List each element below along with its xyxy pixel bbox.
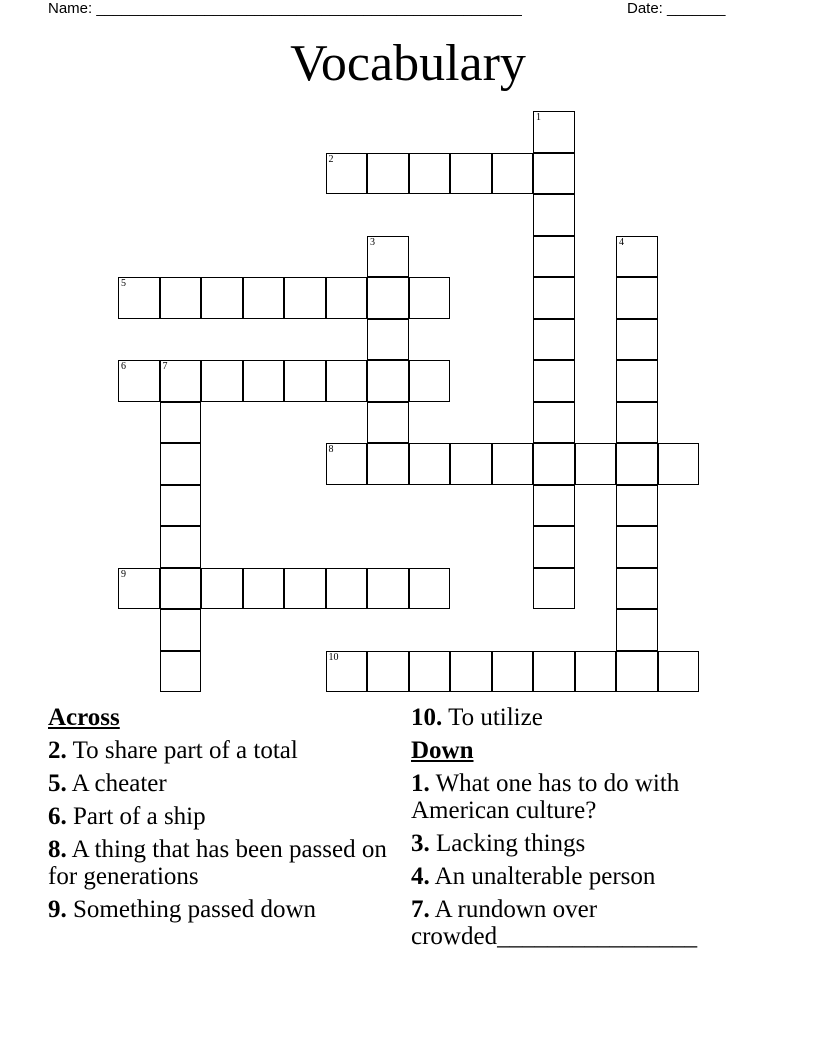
down-heading: Down bbox=[411, 737, 474, 764]
across-clue-2 bbox=[48, 737, 388, 764]
grid-cell[interactable] bbox=[533, 360, 575, 402]
grid-cell[interactable] bbox=[450, 443, 492, 485]
grid-cell[interactable] bbox=[575, 651, 617, 693]
grid-cell[interactable] bbox=[284, 568, 326, 610]
grid-cell[interactable] bbox=[616, 319, 658, 361]
grid-cell[interactable] bbox=[367, 360, 409, 402]
grid-cell[interactable] bbox=[533, 402, 575, 444]
grid-cell[interactable] bbox=[409, 153, 451, 195]
cell-number: 5 bbox=[121, 278, 126, 289]
clue-number: 1. bbox=[411, 770, 430, 797]
across-clue-5 bbox=[48, 770, 388, 797]
clue-number: 9. bbox=[48, 896, 67, 923]
down-clue-4 bbox=[411, 863, 781, 890]
grid-cell[interactable] bbox=[616, 402, 658, 444]
down-clue-7 bbox=[411, 896, 781, 950]
grid-cell[interactable] bbox=[492, 443, 534, 485]
grid-cell[interactable] bbox=[326, 277, 368, 319]
across-clue-6 bbox=[48, 803, 388, 830]
clue-number: 10. bbox=[411, 704, 443, 731]
grid-cell[interactable] bbox=[160, 568, 202, 610]
date-field-label[interactable]: Date: _______ bbox=[627, 0, 726, 17]
grid-cell[interactable] bbox=[616, 485, 658, 527]
grid-cell[interactable] bbox=[616, 236, 658, 278]
grid-cell[interactable] bbox=[450, 651, 492, 693]
grid-cell[interactable] bbox=[409, 443, 451, 485]
grid-cell[interactable] bbox=[118, 568, 160, 610]
clue-text: A thing that has been passed on for generations bbox=[48, 836, 387, 890]
down-clue-3 bbox=[411, 830, 781, 857]
clue-number: 7. bbox=[411, 896, 430, 923]
down-clue-1 bbox=[411, 770, 781, 824]
grid-cell[interactable] bbox=[243, 360, 285, 402]
grid-cell[interactable] bbox=[616, 443, 658, 485]
grid-cell[interactable] bbox=[160, 360, 202, 402]
grid-cell[interactable] bbox=[118, 360, 160, 402]
clue-text: Part of a ship bbox=[73, 803, 206, 830]
grid-cell[interactable] bbox=[616, 609, 658, 651]
cell-number: 3 bbox=[370, 236, 375, 248]
cell-number: 9 bbox=[121, 568, 126, 580]
grid-cell[interactable] bbox=[160, 277, 202, 319]
grid-cell[interactable] bbox=[367, 443, 409, 485]
clue-number: 6. bbox=[48, 803, 67, 830]
grid-cell[interactable] bbox=[160, 526, 202, 568]
grid-cell[interactable] bbox=[201, 568, 243, 610]
page-title: Vocabulary bbox=[290, 35, 526, 92]
grid-cell[interactable] bbox=[616, 277, 658, 319]
grid-cell[interactable] bbox=[409, 360, 451, 402]
grid-cell[interactable] bbox=[326, 153, 368, 195]
clue-text: What one has to do with American culture? bbox=[411, 770, 680, 824]
cell-number: 8 bbox=[328, 444, 334, 455]
grid-cell[interactable] bbox=[533, 485, 575, 527]
grid-cell[interactable] bbox=[533, 111, 575, 153]
grid-cell[interactable] bbox=[533, 526, 575, 568]
cell-number: 7 bbox=[162, 361, 168, 372]
clue-text: Something passed down bbox=[73, 896, 317, 923]
cell-number: 4 bbox=[619, 236, 624, 248]
grid-cell[interactable] bbox=[367, 277, 409, 319]
grid-cell[interactable] bbox=[160, 609, 202, 651]
grid-cell[interactable] bbox=[367, 153, 409, 195]
grid-cell[interactable] bbox=[409, 277, 451, 319]
across-heading: Across bbox=[48, 704, 120, 731]
grid-cell[interactable] bbox=[492, 153, 534, 195]
grid-cell[interactable] bbox=[326, 360, 368, 402]
name-field-label[interactable]: Name: ___________________________________________________ bbox=[48, 0, 522, 17]
grid-cell[interactable] bbox=[367, 568, 409, 610]
grid-cell[interactable] bbox=[160, 485, 202, 527]
clue-text: To share part of a total bbox=[72, 737, 298, 764]
across-clue-9 bbox=[48, 896, 388, 923]
grid-cell[interactable] bbox=[326, 443, 368, 485]
grid-cell[interactable] bbox=[533, 277, 575, 319]
cell-number: 2 bbox=[328, 153, 334, 165]
grid-cell[interactable] bbox=[533, 236, 575, 278]
across-clue-10 bbox=[411, 704, 781, 731]
clue-text: To utilize bbox=[448, 704, 543, 731]
grid-cell[interactable] bbox=[658, 443, 700, 485]
clue-text: An unalterable person bbox=[434, 863, 656, 890]
grid-cell[interactable] bbox=[533, 319, 575, 361]
cell-number: 10 bbox=[328, 651, 339, 663]
across-clues bbox=[48, 704, 388, 929]
grid-cell[interactable] bbox=[450, 153, 492, 195]
cell-number: 6 bbox=[121, 361, 126, 372]
clue-text: A cheater bbox=[71, 770, 167, 797]
grid-cell[interactable] bbox=[658, 651, 700, 693]
grid-cell[interactable] bbox=[533, 443, 575, 485]
grid-cell[interactable] bbox=[160, 651, 202, 693]
grid-cell[interactable] bbox=[533, 568, 575, 610]
grid-cell[interactable] bbox=[409, 651, 451, 693]
grid-cell[interactable] bbox=[118, 277, 160, 319]
clue-text: Lacking things bbox=[436, 830, 586, 857]
clue-text: A rundown over crowded________________ bbox=[411, 896, 698, 950]
clue-number: 3. bbox=[411, 830, 430, 857]
grid-cell[interactable] bbox=[492, 651, 534, 693]
clue-number: 8. bbox=[48, 836, 67, 863]
clue-number: 5. bbox=[48, 770, 67, 797]
across-clue-8 bbox=[48, 836, 388, 890]
grid-cell[interactable] bbox=[616, 568, 658, 610]
grid-cell[interactable] bbox=[367, 651, 409, 693]
grid-cell[interactable] bbox=[243, 277, 285, 319]
grid-cell[interactable] bbox=[409, 568, 451, 610]
clue-number: 2. bbox=[48, 737, 67, 764]
grid-cell[interactable] bbox=[326, 651, 368, 693]
grid-cell[interactable] bbox=[367, 236, 409, 278]
grid-cell[interactable] bbox=[616, 526, 658, 568]
grid-cell[interactable] bbox=[533, 651, 575, 693]
clue-number: 4. bbox=[411, 863, 430, 890]
grid-cell[interactable] bbox=[160, 443, 202, 485]
grid-cell[interactable] bbox=[284, 277, 326, 319]
grid-cell[interactable] bbox=[326, 568, 368, 610]
grid-cell[interactable] bbox=[201, 360, 243, 402]
grid-cell[interactable] bbox=[367, 402, 409, 444]
down-clues bbox=[411, 704, 781, 956]
grid-cell[interactable] bbox=[575, 443, 617, 485]
grid-cell[interactable] bbox=[616, 651, 658, 693]
grid-cell[interactable] bbox=[160, 402, 202, 444]
grid-cell[interactable] bbox=[616, 360, 658, 402]
grid-cell[interactable] bbox=[533, 194, 575, 236]
grid-cell[interactable] bbox=[284, 360, 326, 402]
grid-cell[interactable] bbox=[201, 277, 243, 319]
cell-number: 1 bbox=[536, 112, 541, 123]
grid-cell[interactable] bbox=[243, 568, 285, 610]
grid-cell[interactable] bbox=[367, 319, 409, 361]
grid-cell[interactable] bbox=[533, 153, 575, 195]
